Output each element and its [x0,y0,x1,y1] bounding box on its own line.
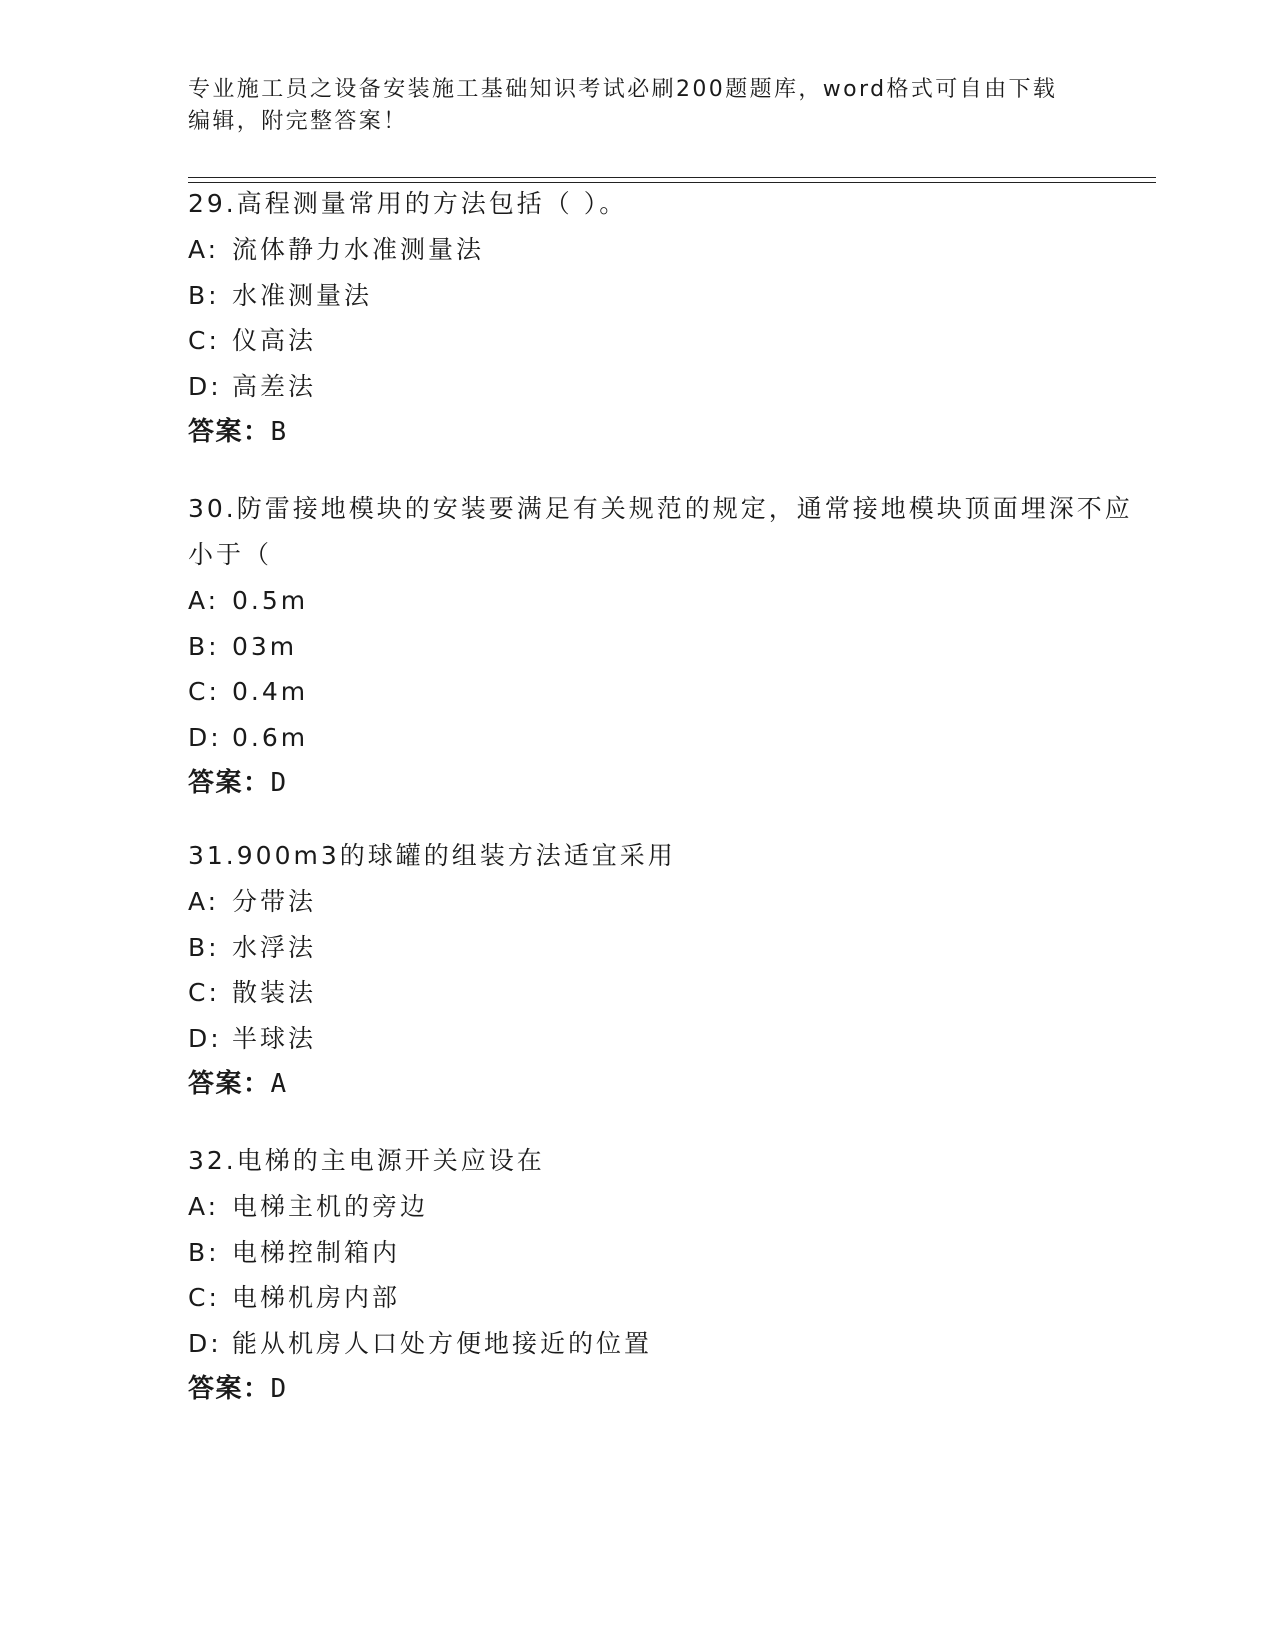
answer-label: 答案： [188,768,271,798]
option-b [188,273,1156,319]
option-b [188,624,1156,670]
header-divider-top [188,177,1156,178]
option-letter: C: [188,1283,220,1312]
option-text: 电梯控制箱内 [232,1237,401,1267]
option-letter: A: [188,1192,220,1221]
question-29 [188,181,1156,455]
option-d [188,1321,1156,1367]
option-text: 0.6m [232,722,309,752]
question-32 [188,1138,1156,1412]
answer-line [188,760,1156,806]
option-b [188,1230,1156,1276]
option-b [188,925,1156,971]
option-letter: B: [188,932,220,962]
option-text: 0.5m [232,586,309,615]
answer-label: 答案： [188,417,271,447]
option-text: 水准测量法 [232,280,373,310]
question-stem: 30.防雷接地模块的安装要满足有关规范的规定，通常接地模块顶面埋深不应小于（ [188,494,1133,569]
option-a [188,879,1156,925]
answer-line [188,1366,1156,1412]
answer-value: A [270,1069,288,1099]
question-stem: 31.900m3的球罐的组装方法适宜采用 [188,841,676,870]
option-text: 03m [232,631,298,661]
option-letter: C: [188,677,220,706]
option-a [188,227,1156,273]
answer-label: 答案： [188,1069,271,1099]
option-letter: B: [188,280,220,310]
option-text: 散装法 [232,978,317,1007]
option-letter: B: [188,631,220,661]
option-c [188,1275,1156,1321]
option-a [188,1184,1156,1230]
option-text: 电梯机房内部 [232,1283,401,1312]
option-letter: B: [188,1237,220,1267]
option-c [188,970,1156,1016]
option-letter: D: [188,722,222,752]
option-text: 仪高法 [232,326,317,355]
option-text: 电梯主机的旁边 [232,1192,429,1221]
question-stem: 32.电梯的主电源开关应设在 [188,1146,545,1175]
answer-value: D [270,1374,288,1404]
question-stem: 29.高程测量常用的方法包括（ ）。 [188,189,628,218]
option-text: 0.4m [232,677,309,706]
question-30 [188,486,1156,806]
option-text: 流体静力水准测量法 [232,235,485,264]
option-letter: D: [188,371,222,401]
option-d [188,715,1156,761]
option-d [188,364,1156,410]
document-page [188,0,1156,1650]
answer-line [188,1061,1156,1107]
option-letter: D: [188,1328,222,1358]
option-text: 半球法 [232,1023,317,1053]
option-letter: D: [188,1023,222,1053]
option-text: 分带法 [232,887,317,916]
question-31 [188,833,1156,1107]
option-text: 高差法 [232,371,317,401]
option-letter: A: [188,887,220,916]
option-c [188,669,1156,715]
option-letter: C: [188,978,220,1007]
option-text: 水浮法 [232,932,317,962]
answer-line [188,409,1156,455]
option-letter: A: [188,586,220,615]
option-c [188,318,1156,364]
document-header: 专业施工员之设备安装施工基础知识考试必刷200题题库，word格式可自由下载编辑，附完整答案！ [188,77,1058,134]
answer-label: 答案： [188,1374,271,1404]
option-letter: A: [188,235,220,264]
option-d [188,1016,1156,1062]
option-a [188,578,1156,624]
option-letter: C: [188,326,220,355]
option-text: 能从机房人口处方便地接近的位置 [232,1328,653,1358]
answer-value: B [270,417,288,447]
answer-value: D [270,768,288,798]
